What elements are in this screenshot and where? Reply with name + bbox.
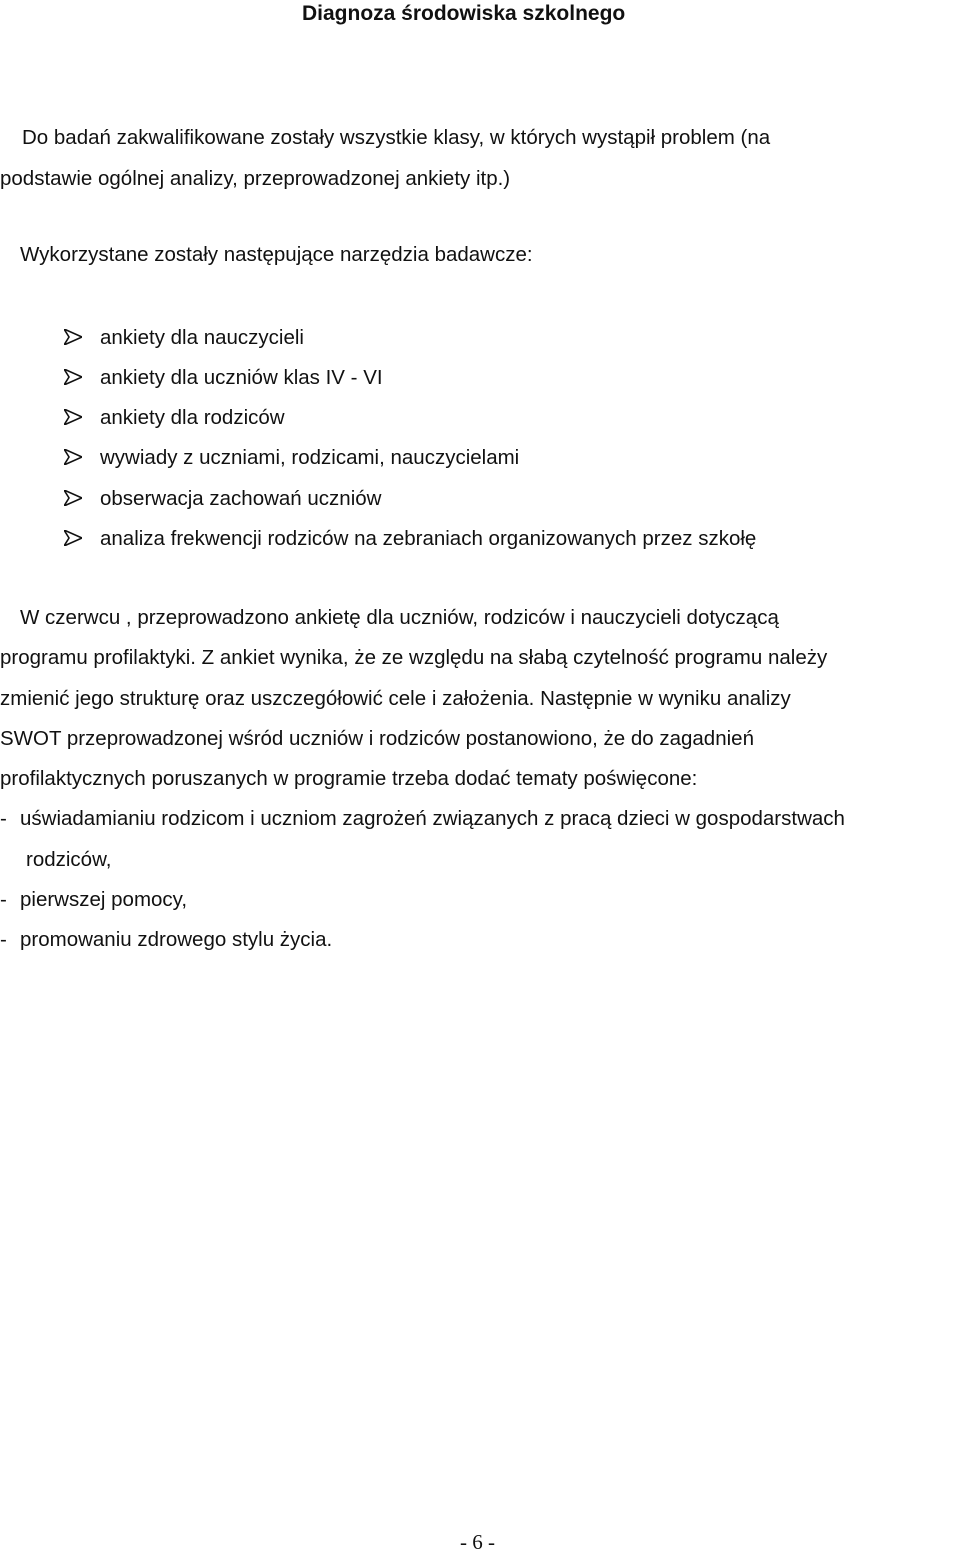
list-item xyxy=(62,478,756,519)
survey-paragraph xyxy=(0,598,960,961)
paragraph-line: SWOT przeprowadzonej wśród uczniów i rodziców postanowiono, że do zagadnień xyxy=(0,726,754,750)
list-item xyxy=(62,358,756,398)
intro-line: podstawie ogólnej analizy, przeprowadzonej ankiety itp.) xyxy=(0,167,511,190)
intro-line: Do badań zakwalifikowane zostały wszystkie klasy, w których wystąpił problem (na xyxy=(22,126,771,149)
topic-continuation: rodziców, xyxy=(26,847,112,871)
list-item xyxy=(62,318,756,358)
list-item-text: wywiady z uczniami, rodzicami, nauczycielami xyxy=(100,446,520,469)
list-item-text: ankiety dla nauczycieli xyxy=(100,326,304,349)
dash-marker: - xyxy=(0,807,7,831)
intro-paragraph xyxy=(0,117,960,199)
right-arrowhead-icon xyxy=(62,361,100,395)
right-arrowhead-icon xyxy=(62,321,100,355)
topic-text: uświadamianiu rodzicom i uczniom zagrożeń związanych z pracą dzieci w gospodarstwach xyxy=(20,807,845,831)
list-item xyxy=(62,398,756,438)
right-arrowhead-icon xyxy=(62,441,100,475)
page-number: - 6 - xyxy=(460,1530,495,1554)
dash-marker: - xyxy=(0,888,7,912)
paragraph-line: programu profilaktyki. Z ankiet wynika, że ze względu na słabą czytelność programu należy xyxy=(0,646,828,670)
list-item xyxy=(62,438,756,478)
topic-text: pierwszej pomocy, xyxy=(20,888,188,912)
paragraph-line: profilaktycznych poruszanych w programie trzeba dodać tematy poświęcone: xyxy=(0,767,698,791)
research-tools-list xyxy=(62,318,756,559)
tools-label: Wykorzystane zostały następujące narzędzia badawcze: xyxy=(20,243,533,266)
page-title: Diagnoza środowiska szkolnego xyxy=(302,2,626,25)
right-arrowhead-icon xyxy=(62,522,100,556)
paragraph-line: zmienić jego strukturę oraz uszczegółowić cele i założenia. Następnie w wyniku analizy xyxy=(0,686,791,710)
topic-item xyxy=(0,880,960,920)
right-arrowhead-icon xyxy=(62,482,100,516)
list-item-text: analiza frekwencji rodziców na zebraniach organizowanych przez szkołę xyxy=(100,527,757,550)
right-arrowhead-icon xyxy=(62,401,100,435)
paragraph-line: W czerwcu , przeprowadzono ankietę dla uczniów, rodziców i nauczycieli dotyczącą xyxy=(20,606,779,629)
list-item xyxy=(62,519,756,559)
list-item-text: ankiety dla uczniów klas IV - VI xyxy=(100,366,383,389)
list-item-text: obserwacja zachowań uczniów xyxy=(100,486,382,510)
topic-item xyxy=(0,799,960,839)
dash-marker: - xyxy=(0,928,7,952)
topic-text: promowaniu zdrowego stylu życia. xyxy=(20,928,333,952)
list-item-text: ankiety dla rodziców xyxy=(100,406,285,429)
topic-item xyxy=(0,920,960,960)
